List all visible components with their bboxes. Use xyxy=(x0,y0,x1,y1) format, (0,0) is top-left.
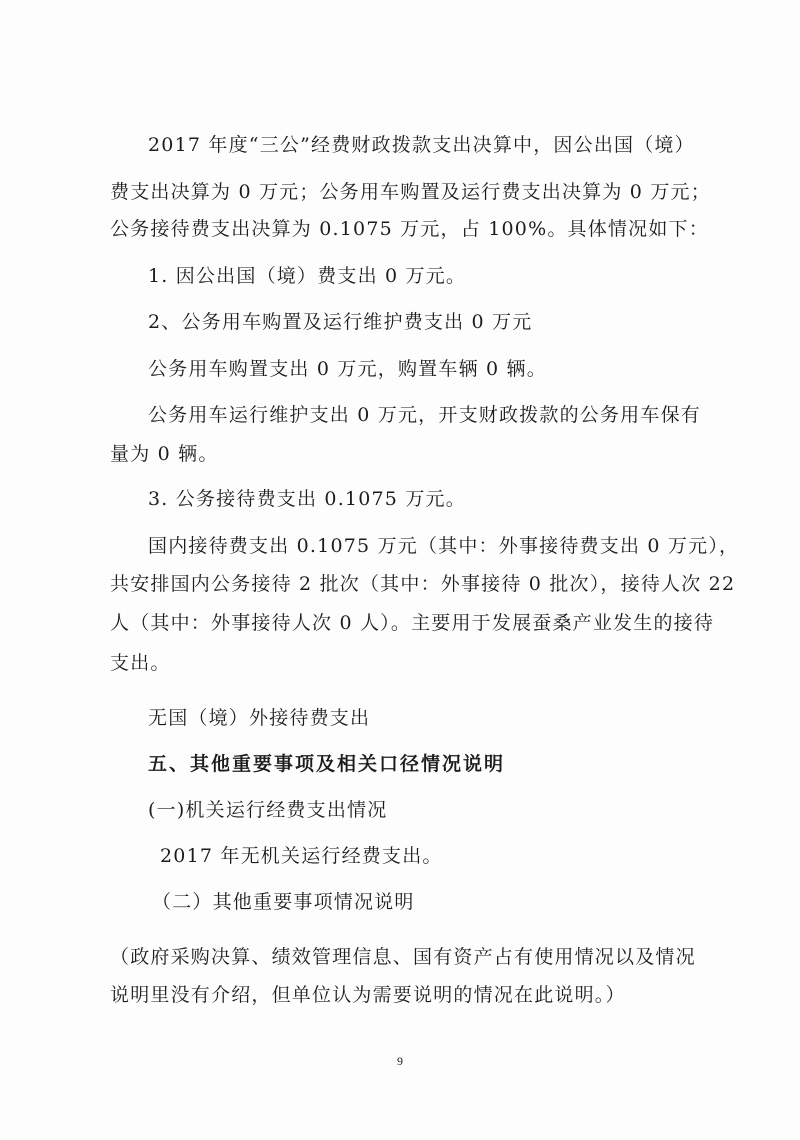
paragraph-line: 人（其中：外事接待人次 0 人）。主要用于发展蚕桑产业发生的接待 xyxy=(110,612,715,634)
paragraph-line: 费支出决算为 0 万元；公务用车购置及运行费支出决算为 0 万元； xyxy=(110,181,711,203)
paragraph-line: 2017 年度“三公”经费财政拨款支出决算中，因公出国（境） xyxy=(148,134,695,156)
paragraph-line: 无国（境）外接待费支出 xyxy=(148,707,371,729)
paragraph-line: 共安排国内公务接待 2 批次（其中：外事接待 0 批次），接待人次 22 xyxy=(110,573,736,595)
paragraph-line: 国内接待费支出 0.1075 万元（其中：外事接待费支出 0 万元）， xyxy=(148,535,740,557)
paragraph-line: （政府采购决算、绩效管理信息、国有资产占有使用情况以及情况 xyxy=(110,946,696,968)
paragraph-line: 公务用车运行维护支出 0 万元，开支财政拨款的公务用车保有 xyxy=(148,404,701,426)
page-number: 9 xyxy=(397,1054,403,1068)
section-heading: 五、其他重要事项及相关口径情况说明 xyxy=(148,753,506,775)
paragraph-line: 支出。 xyxy=(110,652,171,674)
list-item: 1. 因公出国（境）费支出 0 万元。 xyxy=(148,265,467,287)
subsection-heading: (一)机关运行经费支出情况 xyxy=(148,799,388,821)
list-item: 2、公务用车购置及运行维护费支出 0 万元 xyxy=(148,311,533,333)
list-item: 3. 公务接待费支出 0.1075 万元。 xyxy=(148,488,466,510)
paragraph-line: 公务用车购置支出 0 万元，购置车辆 0 辆。 xyxy=(148,358,547,380)
paragraph-line: 说明里没有介绍，但单位认为需要说明的情况在此说明。） xyxy=(110,984,626,1006)
paragraph-line: 2017 年无机关运行经费支出。 xyxy=(160,845,443,867)
paragraph-line: 量为 0 辆。 xyxy=(110,443,219,465)
paragraph-line: 公务接待费支出决算为 0.1075 万元，占 100%。具体情况如下： xyxy=(110,218,709,240)
subsection-heading: （二）其他重要事项情况说明 xyxy=(152,891,415,913)
